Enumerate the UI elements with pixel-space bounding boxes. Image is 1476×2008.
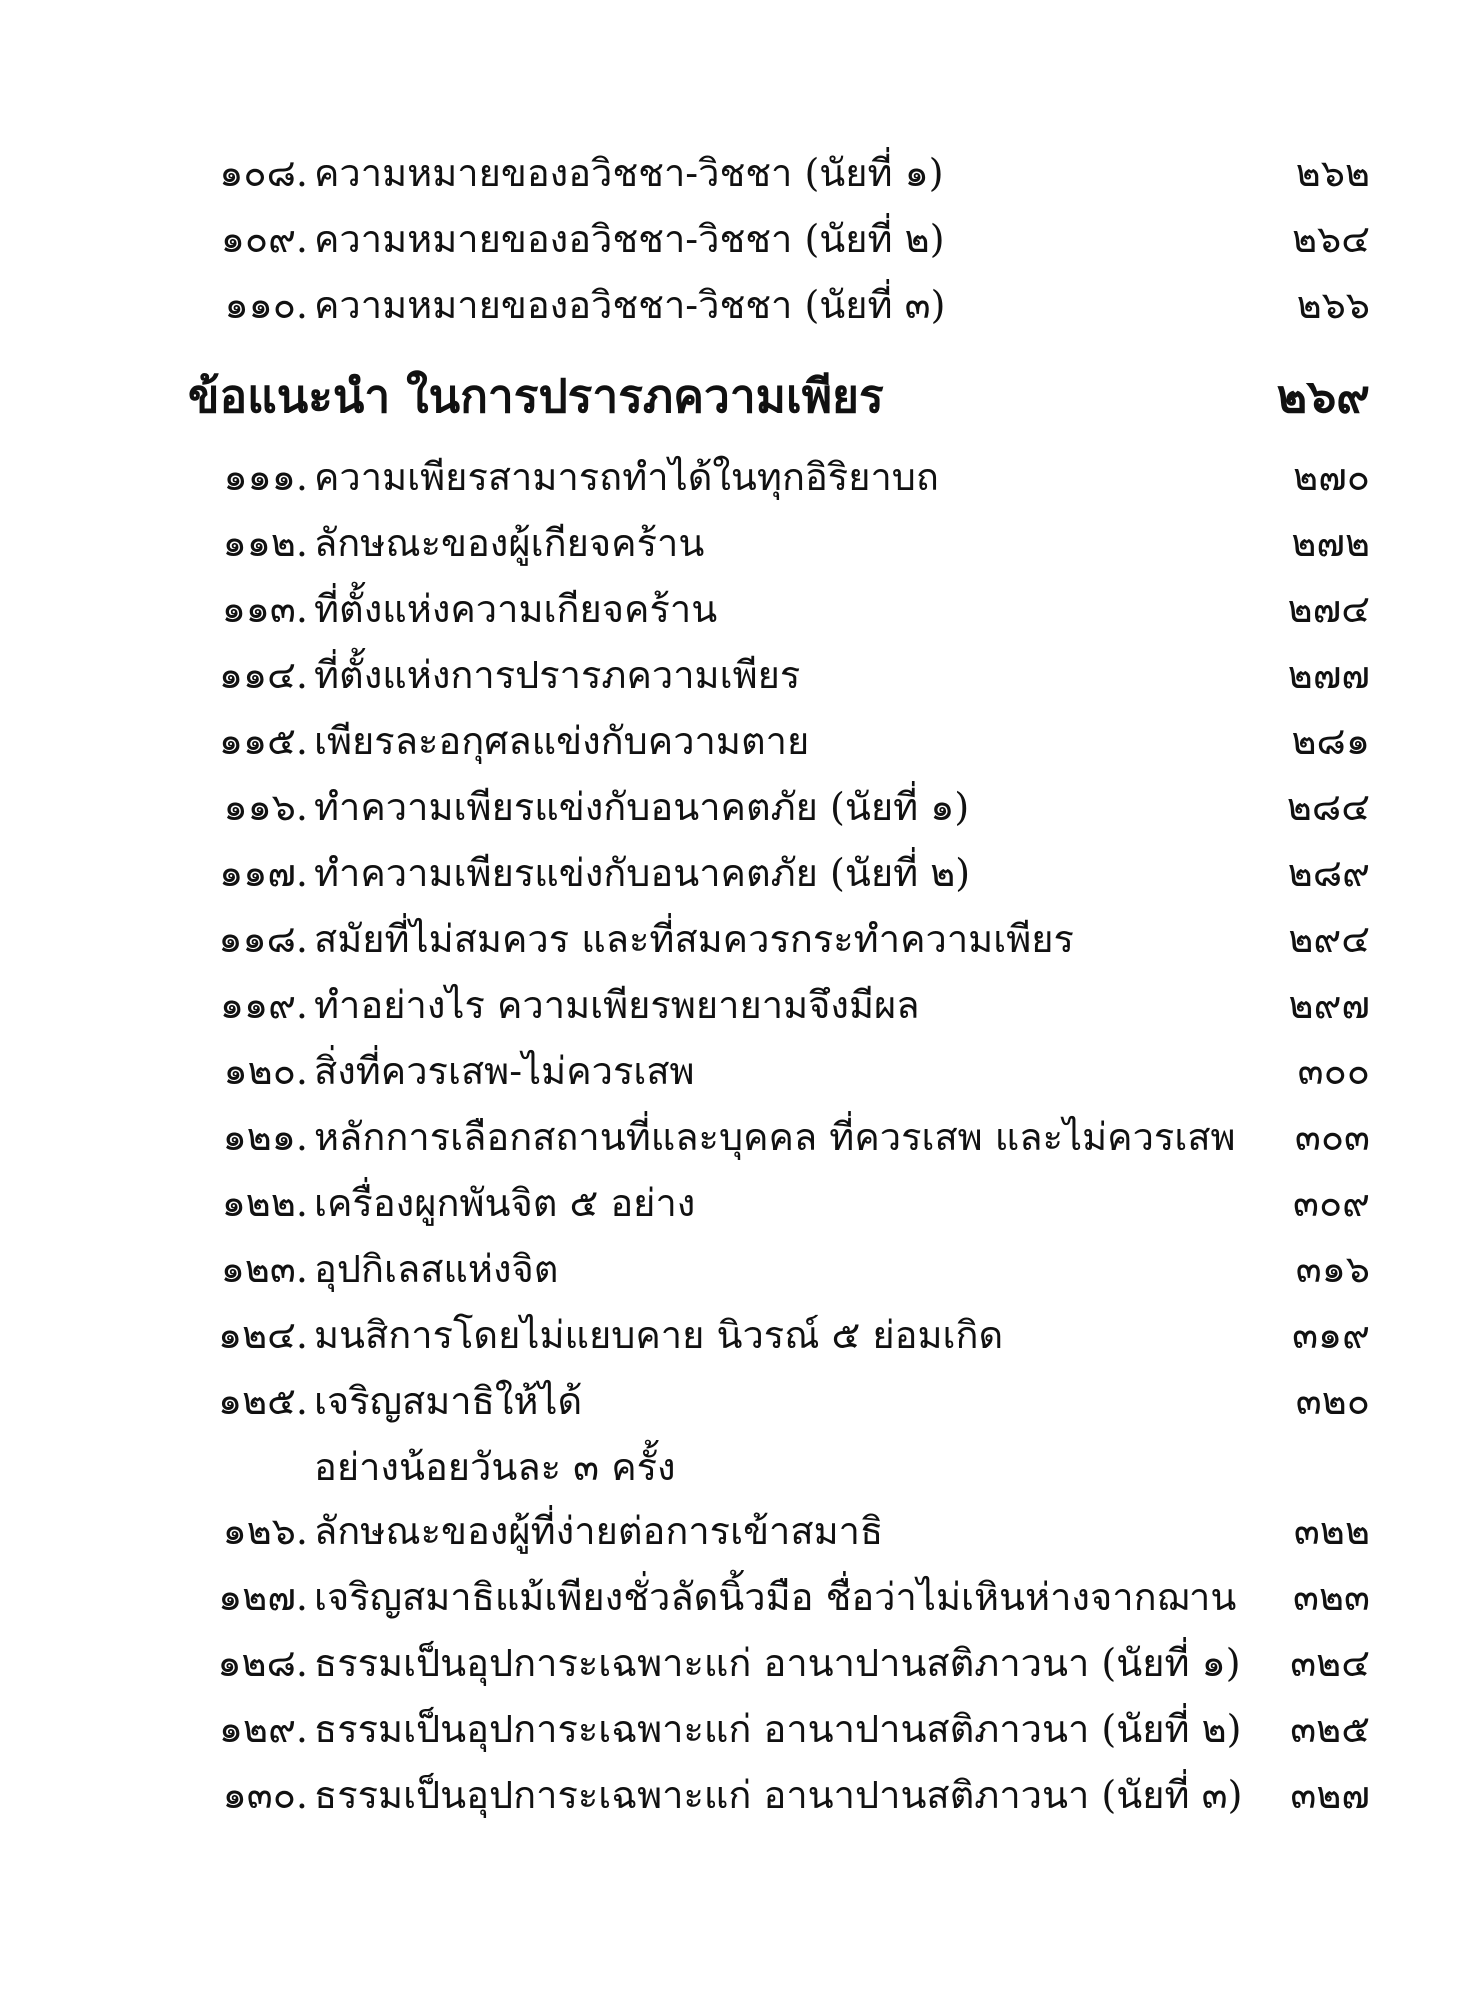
entry-number: ๑๑๒.: [222, 521, 308, 565]
entry-title: ที่ตั้งแห่งความเกียจคร้าน: [314, 587, 718, 631]
entry-number: ๑๑๖.: [223, 785, 308, 829]
entry-title: หลักการเลือกสถานที่และบุคคล ที่ควรเสพ และไม่ควรเสพ: [314, 1115, 1236, 1159]
entry-page-number: ๒๗๒: [1291, 521, 1370, 565]
entry-title: ลักษณะของผู้ที่ง่ายต่อการเข้าสมาธิ: [314, 1509, 884, 1553]
entry-page-number: ๓๐๐: [1297, 1049, 1370, 1093]
entry-title: อุปกิเลสแห่งจิต: [314, 1247, 559, 1291]
entry-title: ที่ตั้งแห่งการปรารภความเพียร: [314, 653, 801, 697]
toc-entry-115: [190, 708, 1370, 774]
entry-page-number: ๓๒๗: [1290, 1773, 1370, 1817]
entry-number: ๑๑๔.: [218, 653, 308, 697]
entry-title: ความหมายของอวิชชา-วิชชา (นัยที่ ๑): [314, 151, 944, 195]
entry-page-number: ๒๘๑: [1291, 719, 1370, 763]
entry-page-number: ๓๑๖: [1295, 1247, 1370, 1291]
entry-title: ลักษณะของผู้เกียจคร้าน: [314, 521, 705, 565]
toc-entry-122: [190, 1170, 1370, 1236]
entry-title: ธรรมเป็นอุปการะเฉพาะแก่ อานาปานสติภาวนา (นัยที่ ๒): [314, 1707, 1242, 1751]
entry-page-number: ๒๙๗: [1288, 983, 1370, 1027]
entry-number: ๑๒๔.: [217, 1313, 308, 1357]
entry-number: ๑๒๗.: [218, 1575, 308, 1619]
toc-entry-126: [190, 1498, 1370, 1564]
entry-page-number: ๒๗๗: [1287, 653, 1370, 697]
toc-entry-125: [190, 1368, 1370, 1434]
toc-entry-111: [190, 444, 1370, 510]
section-page-number: ๒๖๙: [1276, 369, 1370, 423]
entry-number: ๑๑๓.: [221, 587, 308, 631]
toc-entry-116: [190, 774, 1370, 840]
entry-title: เครื่องผูกพันจิต ๕ อย่าง: [314, 1181, 696, 1225]
entry-number: ๑๒๐.: [223, 1049, 308, 1093]
toc-entry-129: [190, 1696, 1370, 1762]
entry-page-number: ๓๒๔: [1290, 1641, 1370, 1685]
entry-title: เพียรละอกุศลแข่งกับความตาย: [314, 719, 810, 763]
entry-page-number: ๒๖๒: [1295, 151, 1370, 195]
entry-title: เจริญสมาธิแม้เพียงชั่วลัดนิ้วมือ ชื่อว่าไม่เหินห่างจากฌาน: [314, 1575, 1237, 1619]
entry-page-number: ๒๗๐: [1293, 455, 1370, 499]
entry-number: ๑๒๓.: [220, 1247, 308, 1291]
entry-title: ความเพียรสามารถทำได้ในทุกอิริยาบถ: [314, 455, 939, 499]
entry-title: ความหมายของอวิชชา-วิชชา (นัยที่ ๒): [314, 217, 945, 261]
toc-entry-109: [190, 206, 1370, 272]
toc-entry-125-continuation: [190, 1434, 1370, 1498]
entry-number: ๑๑๕.: [218, 719, 308, 763]
entry-title-continuation: อย่างน้อยวันละ ๓ ครั้ง: [314, 1445, 676, 1489]
toc-entry-113: [190, 576, 1370, 642]
toc-entry-110: [190, 272, 1370, 338]
entry-number: ๑๒๖.: [222, 1509, 308, 1553]
entry-number: ๑๒๘.: [217, 1641, 308, 1685]
toc-entry-130: [190, 1762, 1370, 1828]
entry-title: ธรรมเป็นอุปการะเฉพาะแก่ อานาปานสติภาวนา (นัยที่ ๓): [314, 1773, 1243, 1817]
entry-title: ทำความเพียรแข่งกับอนาคตภัย (นัยที่ ๒): [314, 851, 971, 895]
toc-entry-128: [190, 1630, 1370, 1696]
entry-number: ๑๒๒.: [221, 1181, 308, 1225]
entry-number: ๑๑๙.: [219, 983, 308, 1027]
entry-number: ๑๓๐.: [222, 1773, 308, 1817]
entry-page-number: ๒๗๔: [1287, 587, 1370, 631]
entry-page-number: ๒๖๖: [1296, 283, 1370, 327]
toc-entry-108: [190, 140, 1370, 206]
entry-page-number: ๒๘๙: [1287, 851, 1370, 895]
entry-title: เจริญสมาธิให้ได้: [314, 1379, 583, 1423]
toc-entry-121: [190, 1104, 1370, 1170]
entry-number: ๑๒๙.: [218, 1707, 308, 1751]
entry-title: สมัยที่ไม่สมควร และที่สมควรกระทำความเพียร: [314, 917, 1074, 961]
entry-page-number: ๓๑๙: [1292, 1313, 1370, 1357]
entry-number: ๑๑๗.: [219, 851, 308, 895]
entry-number: ๑๐๙.: [220, 217, 308, 261]
toc-entry-127: [190, 1564, 1370, 1630]
entry-title: สิ่งที่ควรเสพ-ไม่ควรเสพ: [314, 1049, 695, 1093]
entry-page-number: ๓๒๒: [1293, 1509, 1370, 1553]
entry-number: ๑๑๐.: [224, 283, 308, 327]
entry-number: ๑๑๑.: [223, 455, 308, 499]
toc-entry-119: [190, 972, 1370, 1038]
entry-page-number: ๒๙๔: [1288, 917, 1370, 961]
toc-entry-112: [190, 510, 1370, 576]
entry-page-number: ๓๐๙: [1292, 1181, 1370, 1225]
toc-entry-123: [190, 1236, 1370, 1302]
section-heading: [190, 348, 1370, 444]
entry-number: ๑๑๘.: [218, 917, 308, 961]
entry-page-number: ๓๐๓: [1294, 1115, 1370, 1159]
entry-number: ๑๒๕.: [217, 1379, 308, 1423]
entry-title: ทำอย่างไร ความเพียรพยายามจึงมีผล: [314, 983, 920, 1027]
toc-entry-124: [190, 1302, 1370, 1368]
entry-number: ๑๒๑.: [222, 1115, 308, 1159]
entry-page-number: ๒๘๔: [1286, 785, 1370, 829]
entry-page-number: ๓๒๐: [1295, 1379, 1370, 1423]
table-of-contents: [190, 140, 1370, 1828]
entry-page-number: ๓๒๓: [1292, 1575, 1370, 1619]
toc-entry-120: [190, 1038, 1370, 1104]
toc-entry-118: [190, 906, 1370, 972]
entry-title: ทำความเพียรแข่งกับอนาคตภัย (นัยที่ ๑): [314, 785, 970, 829]
toc-entry-114: [190, 642, 1370, 708]
entry-number: ๑๐๘.: [219, 151, 308, 195]
entry-title: มนสิการโดยไม่แยบคาย นิวรณ์ ๕ ย่อมเกิด: [314, 1313, 1004, 1357]
entry-page-number: ๓๒๕: [1290, 1707, 1370, 1751]
entry-title: ความหมายของอวิชชา-วิชชา (นัยที่ ๓): [314, 283, 946, 327]
section-title: ข้อแนะนำ ในการปรารภความเพียร: [188, 369, 884, 423]
entry-title: ธรรมเป็นอุปการะเฉพาะแก่ อานาปานสติภาวนา (นัยที่ ๑): [314, 1641, 1241, 1685]
toc-entry-117: [190, 840, 1370, 906]
entry-page-number: ๒๖๔: [1292, 217, 1370, 261]
